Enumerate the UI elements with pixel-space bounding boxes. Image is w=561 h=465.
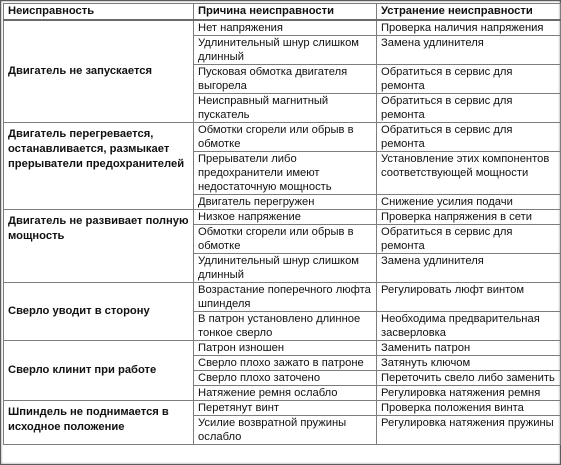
cause-cell: В патрон установлено длинное тонкое сверло — [194, 312, 377, 341]
fix-cell: Обратиться в сервис для ремонта — [377, 94, 561, 123]
cause-cell: Усилие возвратной пружины ослабло — [194, 416, 377, 445]
troubleshooting-table — [3, 3, 561, 445]
table-row — [4, 123, 561, 152]
table-row — [4, 401, 561, 416]
cause-cell: Нет напряжения — [194, 20, 377, 36]
cause-cell: Патрон изношен — [194, 341, 377, 356]
cause-cell: Прерыватели либо предохранители имеют недостаточную мощность — [194, 152, 377, 195]
fix-cell: Замена удлинителя — [377, 254, 561, 283]
fix-cell: Обратиться в сервис для ремонта — [377, 225, 561, 254]
fault-cell: Сверло уводит в сторону — [4, 283, 194, 341]
fix-cell: Регулировка натяжения пружины — [377, 416, 561, 445]
cause-cell: Двигатель перегружен — [194, 195, 377, 210]
fix-cell: Проверка напряжения в сети — [377, 210, 561, 225]
fix-cell: Заменить патрон — [377, 341, 561, 356]
cause-cell: Обмотки сгорели или обрыв в обмотке — [194, 123, 377, 152]
cause-cell: Обмотки сгорели или обрыв в обмотке — [194, 225, 377, 254]
cause-cell: Возрастание поперечного люфта шпинделя — [194, 283, 377, 312]
fix-cell: Регулировка натяжения ремня — [377, 386, 561, 401]
header-fix: Устранение неисправности — [377, 4, 561, 21]
fault-cell: Сверло клинит при работе — [4, 341, 194, 401]
fault-cell: Двигатель перегревается, останавливается, размыкает прерыватели предохранителей — [4, 123, 194, 210]
cause-cell: Удлинительный шнур слишком длинный — [194, 36, 377, 65]
fix-cell: Замена удлинителя — [377, 36, 561, 65]
fault-cell: Двигатель не развивает полную мощность — [4, 210, 194, 283]
cause-cell: Натяжение ремня ослабло — [194, 386, 377, 401]
header-row — [4, 4, 561, 21]
header-fault: Неисправность — [4, 4, 194, 21]
cause-cell: Сверло плохо заточено — [194, 371, 377, 386]
fix-cell: Снижение усилия подачи — [377, 195, 561, 210]
cause-cell: Сверло плохо зажато в патроне — [194, 356, 377, 371]
fix-cell: Переточить свело либо заменить — [377, 371, 561, 386]
fix-cell: Обратиться в сервис для ремонта — [377, 123, 561, 152]
table-row — [4, 20, 561, 36]
fault-cell: Двигатель не запускается — [4, 20, 194, 123]
cause-cell: Удлинительный шнур слишком длинный — [194, 254, 377, 283]
cause-cell: Пусковая обмотка двигателя выгорела — [194, 65, 377, 94]
fix-cell: Регулировать люфт винтом — [377, 283, 561, 312]
fix-cell: Установление этих компонентов соответствующей мощности — [377, 152, 561, 195]
fix-cell: Обратиться в сервис для ремонта — [377, 65, 561, 94]
fix-cell: Проверка положения винта — [377, 401, 561, 416]
header-cause: Причина неисправности — [194, 4, 377, 21]
fix-cell: Затянуть ключом — [377, 356, 561, 371]
cause-cell: Низкое напряжение — [194, 210, 377, 225]
table-row — [4, 283, 561, 312]
fix-cell: Проверка наличия напряжения — [377, 20, 561, 36]
fix-cell: Необходима предварительная засверловка — [377, 312, 561, 341]
fault-cell: Шпиндель не поднимается в исходное положение — [4, 401, 194, 445]
cause-cell: Неисправный магнитный пускатель — [194, 94, 377, 123]
table-row — [4, 341, 561, 356]
cause-cell: Перетянут винт — [194, 401, 377, 416]
table-row — [4, 210, 561, 225]
